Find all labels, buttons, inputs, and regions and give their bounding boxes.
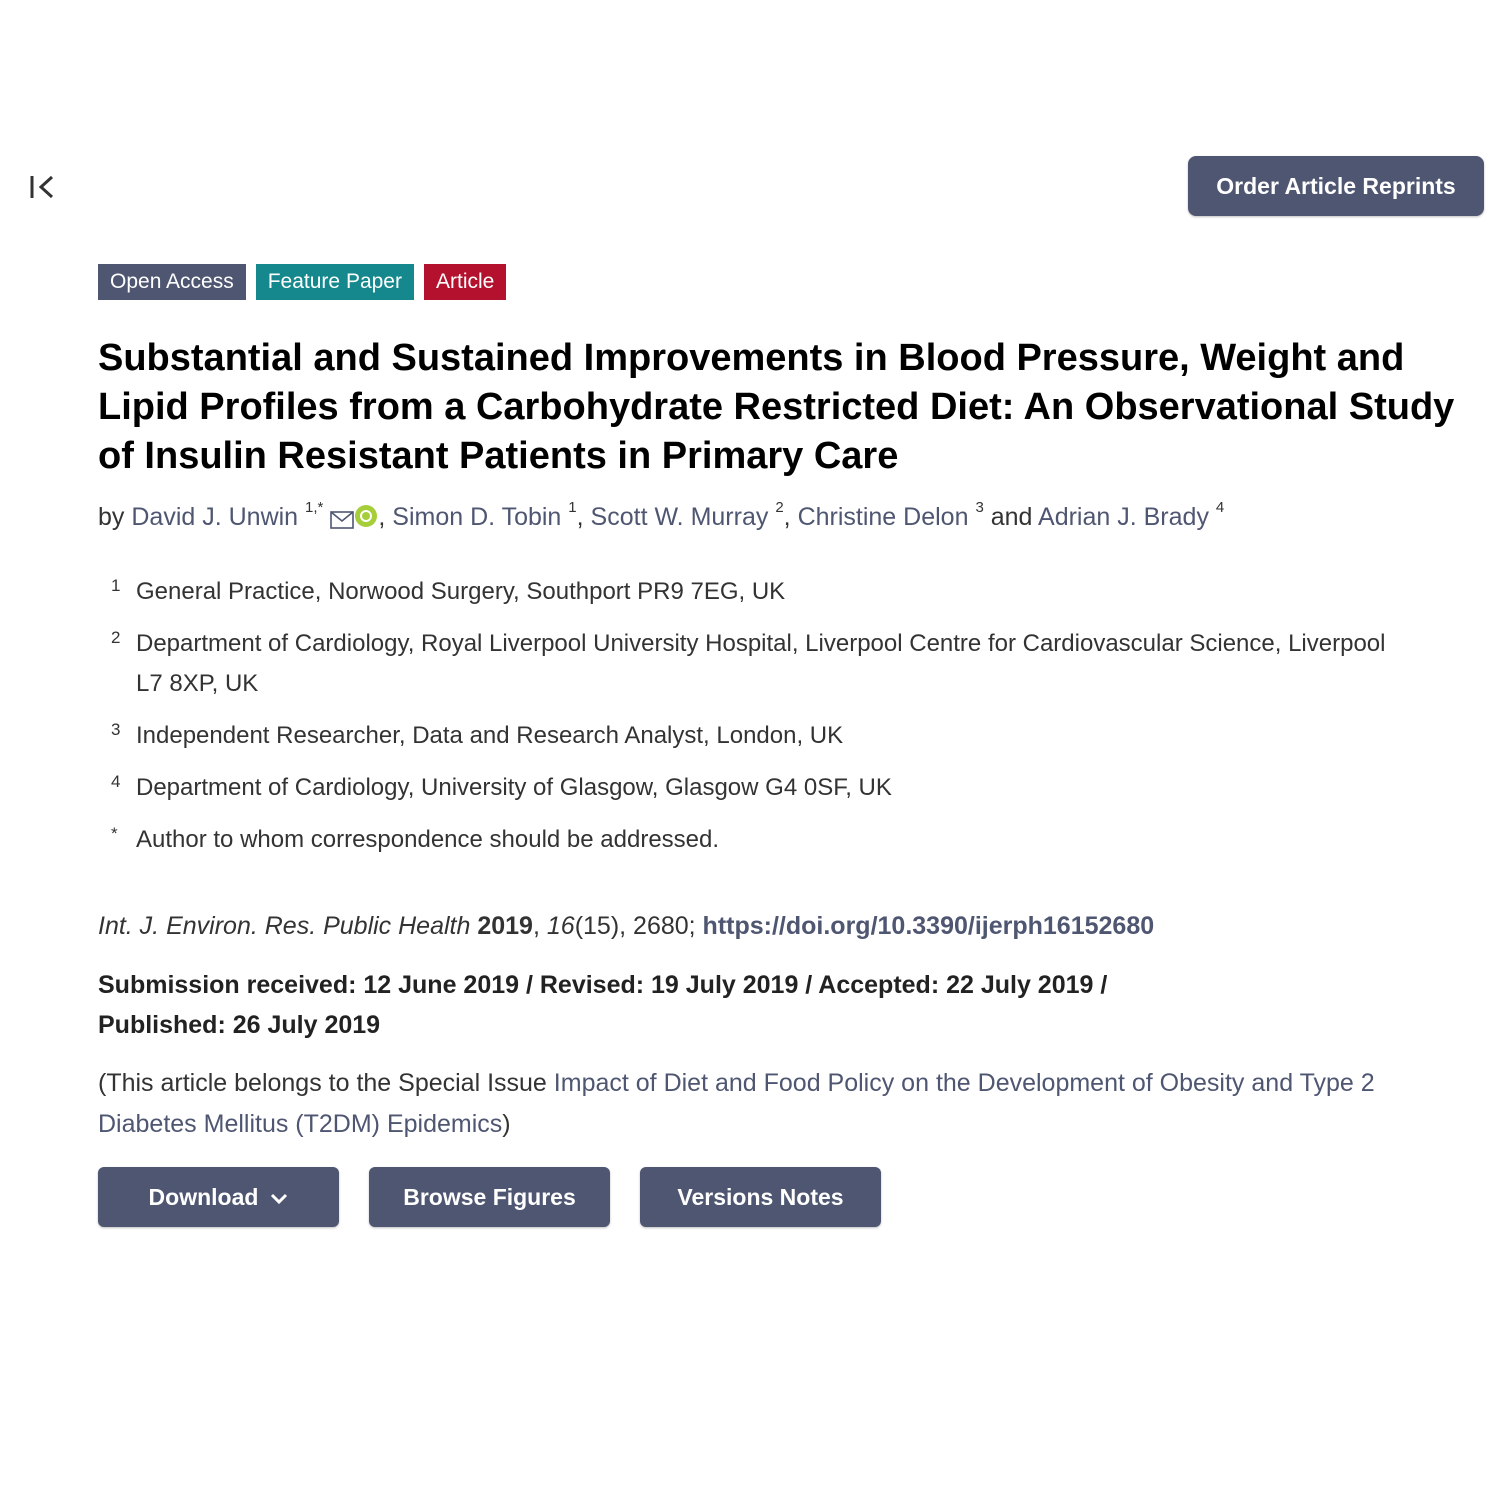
citation-volume: 16 (546, 912, 575, 940)
versions-notes-button[interactable]: Versions Notes (640, 1167, 881, 1227)
citation: Int. J. Environ. Res. Public Health 2019, 16(15), 2680; https://doi.org/10.3390/ijerph16152680 (98, 912, 1155, 940)
affiliation-mark: 2 (111, 628, 121, 647)
author-link[interactable]: David J. Unwin (131, 503, 299, 531)
article-type-badge: Article (424, 264, 506, 300)
publication-dates: Submission received: 12 June 2019 / Revised: 19 July 2019 / Accepted: 22 July 2019 / Published: 26 July 2019 (98, 971, 1108, 1039)
article-header (98, 264, 1478, 1227)
special-issue-suffix: ) (502, 1110, 511, 1138)
citation-issue-pages: (15), 2680; (574, 912, 703, 940)
affiliation-text: General Practice, Norwood Surgery, Southport PR9 7EG, UK (136, 578, 786, 605)
open-access-badge[interactable]: Open Access (98, 264, 246, 300)
article-actions (98, 1167, 1478, 1227)
orcid-icon[interactable] (354, 504, 378, 535)
author-link[interactable]: Simon D. Tobin (392, 503, 562, 531)
author-affiliation-sup: 3 (975, 499, 984, 516)
author-affiliation-sup: 1,* (305, 499, 324, 516)
by-label: by (98, 503, 125, 531)
order-reprints-button[interactable]: Order Article Reprints (1188, 156, 1484, 216)
journal-name: Int. J. Environ. Res. Public Health (98, 912, 471, 940)
affiliation-item (98, 820, 1478, 860)
affiliation-mark: 4 (111, 772, 121, 791)
feature-paper-badge[interactable]: Feature Paper (256, 264, 414, 300)
special-issue-link[interactable]: Impact of Diet and Food Policy on the Development of Obesity and Type 2 Diabetes Mellitus (T2DM) Epidemics (98, 1069, 1375, 1138)
affiliation-list (98, 572, 1478, 860)
citation-year: 2019 (477, 912, 533, 940)
affiliation-mark: * (111, 824, 118, 843)
chevron-down-icon (270, 1184, 288, 1211)
download-label: Download (148, 1183, 259, 1210)
author-affiliation-sup: 4 (1215, 499, 1225, 516)
author-link[interactable]: Adrian J. Brady (1038, 503, 1209, 531)
affiliation-mark: 3 (111, 720, 121, 739)
affiliation-text: Department of Cardiology, University of Glasgow, Glasgow G4 0SF, UK (136, 774, 892, 801)
author-affiliation-sup: 1 (568, 499, 577, 516)
download-button[interactable] (98, 1167, 339, 1227)
doi-link[interactable]: https://doi.org/10.3390/ijerph16152680 (702, 912, 1155, 940)
article-title: Substantial and Sustained Improvements in Blood Pressure, Weight and Lipid Profiles from a Carbohydrate Restricted Diet: An Observational Study of Insulin Resistant Patients in Primary Care (98, 337, 1455, 477)
special-issue-note (98, 1063, 1438, 1145)
author-list: by David J. Unwin $^{1,*}$ , Simon D. Tobin $^1$, Scott W. Murray $^2$, Christine Delon $^3$ and Adrian J. Brady $^4$ (98, 503, 1478, 536)
affiliation-item (98, 624, 1478, 704)
author-affiliation-sup: 2 (775, 499, 784, 516)
collapse-sidebar-icon[interactable] (26, 170, 60, 204)
affiliation-item (98, 768, 1478, 808)
special-issue-prefix: (This article belongs to the Special Issue (98, 1069, 554, 1097)
affiliation-item (98, 716, 1478, 756)
browse-figures-button[interactable]: Browse Figures (369, 1167, 610, 1227)
author-link[interactable]: Scott W. Murray (590, 503, 769, 531)
and-label: and (990, 503, 1033, 531)
article-badges (98, 264, 1478, 300)
affiliation-text: Independent Researcher, Data and Research Analyst, London, UK (136, 722, 844, 749)
email-icon[interactable] (330, 507, 354, 536)
affiliation-text: Department of Cardiology, Royal Liverpool University Hospital, Liverpool Centre for Cardiovascular Science, Liverpool L7 8XP, UK (136, 630, 1386, 697)
affiliation-mark: 1 (111, 576, 121, 595)
affiliation-item (98, 572, 1478, 612)
author-link[interactable]: Christine Delon (797, 503, 969, 531)
affiliation-text: Author to whom correspondence should be addressed. (136, 826, 720, 853)
